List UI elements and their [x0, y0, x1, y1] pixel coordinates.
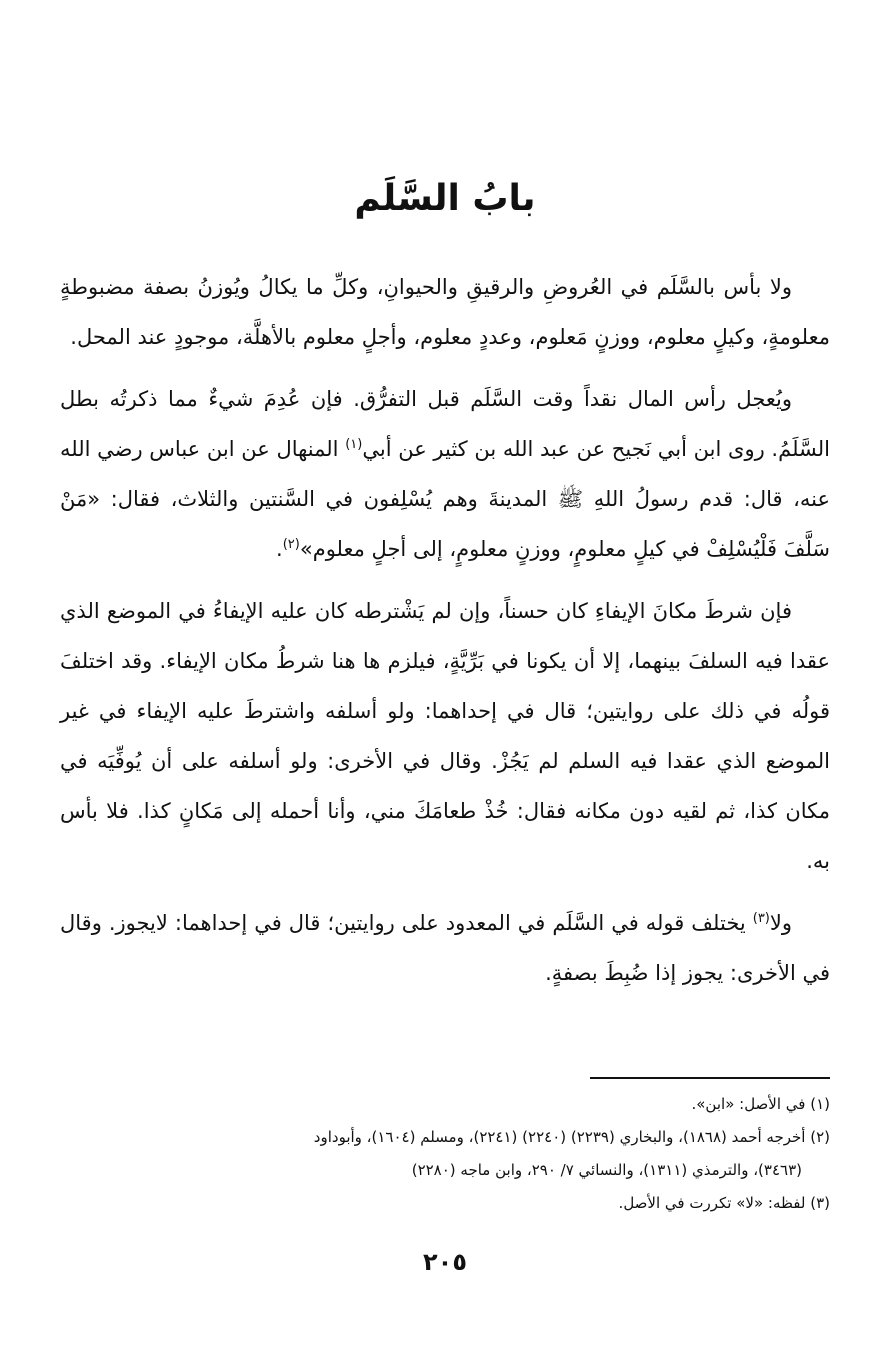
footnote-divider [590, 1077, 830, 1079]
paragraph-text: المنهال عن ابن عباس رضي الله عنه، قال: قدم رسولُ اللهِ ﷺ المدينةَ وهم يُسْلِفون في السَّنتين والثلاث، فقال: «مَنْ سَلَّفَ فَلْيُسْلِفْ في كيلٍ معلومٍ، ووزنٍ معلومٍ، إلى أجلٍ معلوم» [60, 437, 830, 561]
main-text [60, 262, 830, 1010]
page-number: ٢٠٥ [423, 1248, 467, 1276]
paragraph-2 [60, 374, 830, 574]
paragraph-text: . [276, 537, 283, 561]
document-page [60, 0, 830, 1368]
paragraph-text: ويُعجل رأس المال نقداً وقت السَّلَم قبل التفرُّق. فإن عُدِمَ شيءٌ مما ذكرتُه بطل السَّلَمُ. روى ابن أبي نَجيح عن عبد الله بن كثير عن أبي [60, 387, 831, 461]
footnote-3: (٣) لفظه: «لا» تكررت في الأصل. [618, 1194, 830, 1212]
paragraph-1 [60, 262, 830, 362]
paragraph-text: فإن شرطَ مكانَ الإيفاءِ كان حسناً، وإن لم يَشْترطه كان عليه الإيفاءُ في الموضع الذي عقدا فيه السلفَ بينهما، إلا أن يكونا في بَرِّيَّةٍ، فيلزم ها هنا شرطُ مكان الإيفاء. وقد اختلفَ قولُه في ذلك على روايتين؛ قال في إحداهما: ولو أسلفه واشترطَ عليه الإيفاء في غير الموضع الذي عقدا فيه السلم لم يَجُزْ. وقال في الأخرى: ولو أسلفه على أن يُوفِّيَه في مكان كذا، ثم لقيه دون مكانه فقال: خُذْ طعامَكَ مني، وأنا أحمله إلى مَكانٍ كذا. فلا بأس به. [60, 599, 830, 873]
paragraph-text: ولا [769, 911, 792, 935]
paragraph-text: يختلف قوله في السَّلَم في المعدود على روايتين؛ قال في إحداهما: لايجوز. وقال في الأخرى: يجوز إذا ضُبِطَ بصفةٍ. [60, 911, 830, 985]
paragraph-text: ولا بأس بالسَّلَم في العُروضِ والرقيقِ والحيوانِ، وكلِّ ما يكالُ ويُوزنُ بصفة مضبوطةٍ معلومةٍ، وكيلٍ معلوم، ووزنٍ مَعلوم، وعددٍ معلوم، وأجلٍ معلوم بالأهلَّة، موجودٍ عند المحل. [60, 275, 830, 349]
footnote-marker-3: (٣) [752, 911, 770, 926]
footnote-2: (٢) أخرجه أحمد (١٨٦٨)، والبخاري (٢٢٣٩) (٢٢٤٠) (٢٢٤١)، ومسلم (١٦٠٤)، وأبوداود [313, 1128, 830, 1146]
footnote-1: (١) في الأصل: «ابن». [691, 1095, 830, 1113]
chapter-title: بابُ السَّلَم [354, 178, 536, 220]
footnote-marker-1: (١) [345, 437, 363, 452]
paragraph-3 [60, 586, 830, 886]
paragraph-4 [60, 898, 830, 998]
footnotes [60, 1088, 830, 1220]
footnote-marker-2: (٢) [282, 537, 300, 552]
footnote-2-continued: (٣٤٦٣)، والترمذي (١٣١١)، والنسائي ٧/ ٢٩٠، وابن ماجه (٢٢٨٠) [411, 1161, 802, 1179]
